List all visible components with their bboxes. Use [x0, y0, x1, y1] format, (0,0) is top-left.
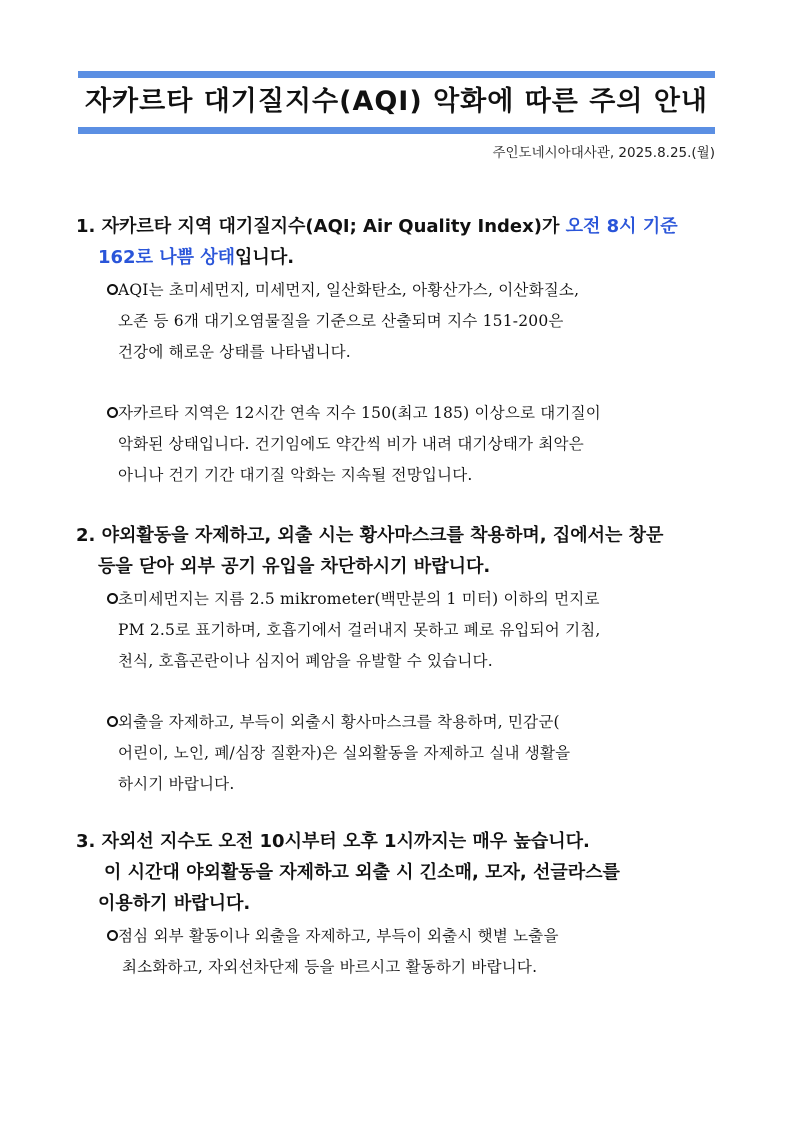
- bullet-line: 악화된 상태입니다. 건기임에도 약간씩 비가 내려 대기상태가 최악은: [118, 435, 584, 453]
- bullet-line: 점심 외부 활동이나 외출을 자제하고, 부득이 외출시 햇볕 노출을: [118, 927, 559, 945]
- bullet-line: 아니나 건기 기간 대기질 악화는 지속될 전망입니다.: [118, 466, 473, 484]
- circle-bullet-icon: [107, 593, 118, 604]
- title-top-rule: [78, 71, 715, 78]
- bullet-line: 초미세먼지는 지름 2.5 mikrometer(백만분의 1 미터) 이하의 먼지로: [118, 590, 600, 608]
- bullet-line: 최소화하고, 자외선차단제 등을 바르시고 활동하기 바랍니다.: [122, 958, 538, 976]
- section-1: [76, 211, 726, 491]
- bullet-line: 하시기 바랍니다.: [118, 775, 235, 793]
- heading-highlight: 162로 나쁨 상태: [98, 247, 236, 268]
- section-2-heading: [76, 520, 726, 582]
- issuer-date: 주인도네시아대사관, 2025.8.25.(월): [492, 145, 715, 161]
- circle-bullet-icon: [107, 284, 118, 295]
- circle-bullet-icon: [107, 716, 118, 727]
- bullet-line: 천식, 호흡곤란이나 심지어 폐암을 유발할 수 있습니다.: [118, 652, 493, 670]
- bullet-line: 어린이, 노인, 폐/심장 질환자)은 실외활동을 자제하고 실내 생활을: [118, 744, 571, 762]
- bullet-item: [76, 398, 726, 491]
- section-2: [76, 520, 726, 800]
- section-1-heading: [76, 211, 726, 273]
- title-bottom-rule: [78, 127, 715, 134]
- page-title: 자카르타 대기질지수(AQI) 악화에 따른 주의 안내: [84, 86, 709, 117]
- section-3: [76, 826, 726, 983]
- heading-highlight: 오전 8시 기준: [565, 216, 678, 237]
- heading-text: 등을 닫아 외부 공기 유입을 차단하시기 바랍니다.: [98, 556, 491, 577]
- heading-text: 2. 야외활동을 자제하고, 외출 시는 황사마스크를 착용하며, 집에서는 창문: [76, 525, 664, 546]
- heading-text: 입니다.: [235, 247, 295, 268]
- bullet-item: [76, 707, 726, 800]
- bullet-line: AQI는 초미세먼지, 미세먼지, 일산화탄소, 아황산가스, 이산화질소,: [118, 281, 580, 299]
- section-3-heading: [76, 826, 726, 919]
- bullet-item: [76, 921, 726, 983]
- bullet-item: [76, 584, 726, 677]
- bullet-item: [76, 275, 726, 368]
- bullet-line: 오존 등 6개 대기오염물질을 기준으로 산출되며 지수 151-200은: [118, 312, 564, 330]
- heading-text: 이 시간대 야외활동을 자제하고 외출 시 긴소매, 모자, 선글라스를: [104, 862, 620, 883]
- bullet-line: 자카르타 지역은 12시간 연속 지수 150(최고 185) 이상으로 대기질이: [118, 404, 601, 422]
- heading-text: 3. 자외선 지수도 오전 10시부터 오후 1시까지는 매우 높습니다.: [76, 831, 590, 852]
- heading-text: 이용하기 바랍니다.: [98, 893, 251, 914]
- bullet-line: 건강에 해로운 상태를 나타냅니다.: [118, 343, 351, 361]
- bullet-line: PM 2.5로 표기하며, 호흡기에서 걸러내지 못하고 폐로 유입되어 기침,: [118, 621, 601, 639]
- circle-bullet-icon: [107, 930, 118, 941]
- circle-bullet-icon: [107, 407, 118, 418]
- heading-text: 1. 자카르타 지역 대기질지수(AQI; Air Quality Index)가: [76, 216, 566, 237]
- bullet-line: 외출을 자제하고, 부득이 외출시 황사마스크를 착용하며, 민감군(: [118, 713, 560, 731]
